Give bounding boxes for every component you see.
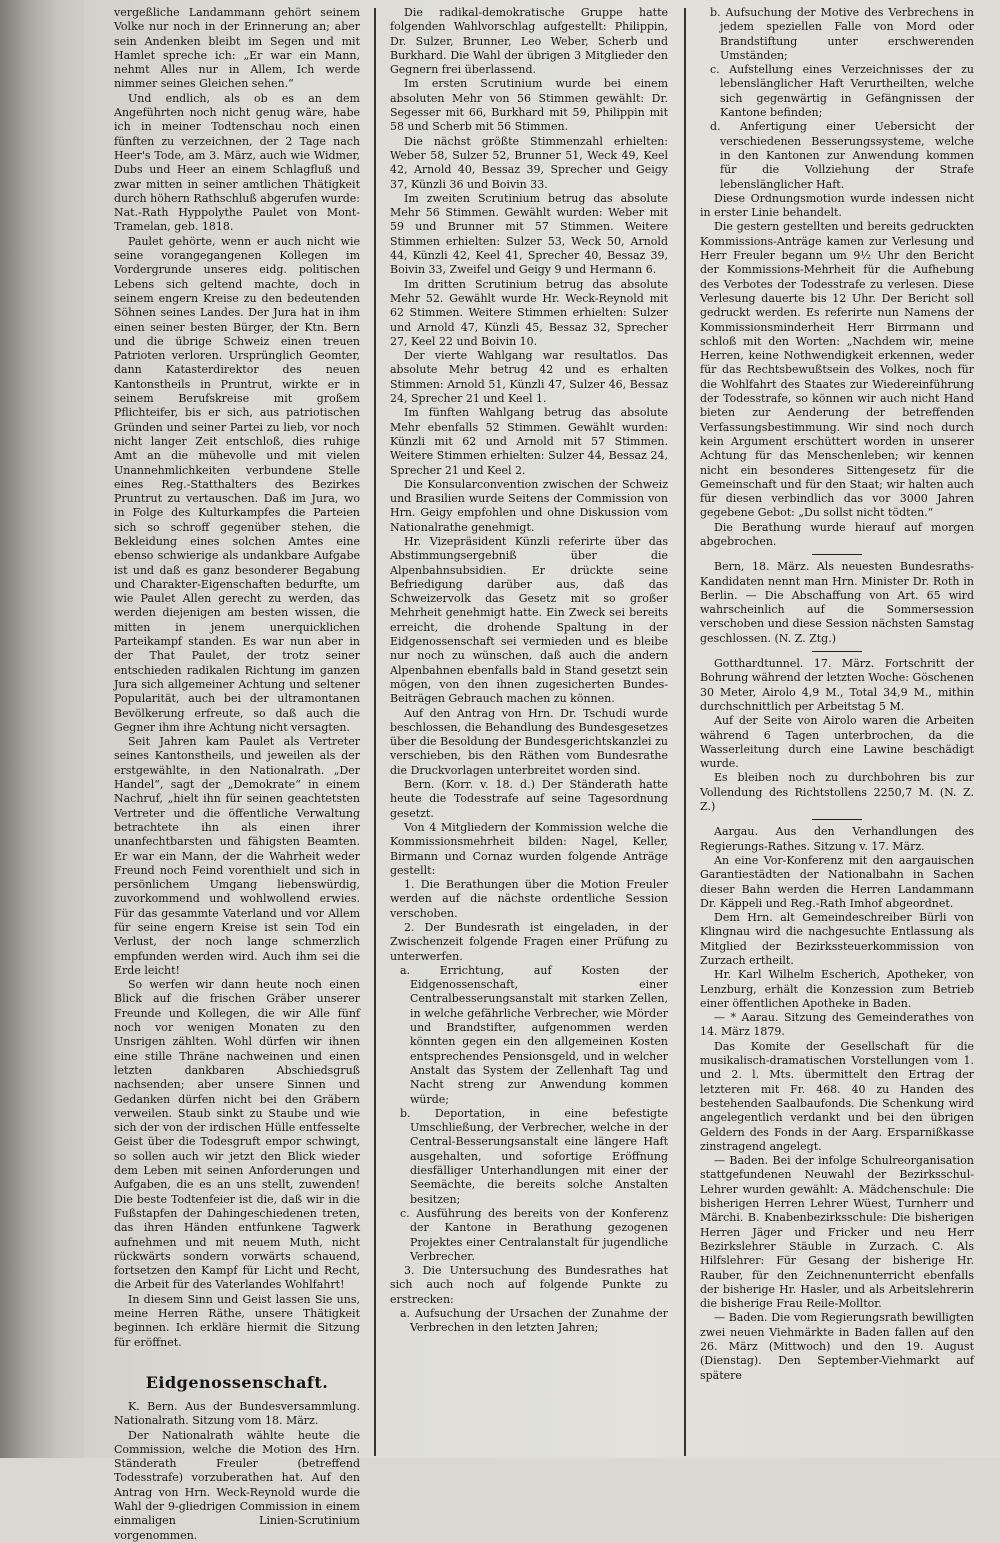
paragraph: Im dritten Scrutinium betrug das absolute Mehr 52. Gewählt wurde Hr. Weck-Reynold mit 62 Stimmen. Weitere Stimmen erhielten: Sulzer und Arnold 47, Künzli 45, Bessaz 32, Sprecher 27, Keel 22 und Boivin 10. bbox=[390, 277, 668, 348]
paragraph: — Baden. Bei der infolge Schulreorganisation stattgefundenen Neuwahl der Bezirksschul-Lehrer wurden gewählt: A. Mädchenschule: Die bisherigen Herren Lehrer Wüest, Turnherr und Märchi. B. Knabenbezirksschule: Die bisherigen Herren Jäger und Fricker und neu Herr Bezirkslehrer Stäuble in Zurzach. C. Als Hilfslehrer: Für Gesang der bisherige Hr. Rauber, für den Zeichnenunterricht ebenfalls der bisherige Hr. Hasler, und als Arbeitslehrerin die bisherige Frau Reile-Molltor. bbox=[700, 1154, 974, 1311]
paragraph: Im fünften Wahlgang betrug das absolute Mehr ebenfalls 52 Stimmen. Gewählt wurden: Künzli mit 62 und Arnold mit 57 Stimmen. Weitere Stimmen erhielten: Sulzer 44, Bessaz 24, Sprecher 21 und Keel 2. bbox=[390, 406, 668, 477]
paragraph: Im zweiten Scrutinium betrug das absolute Mehr 56 Stimmen. Gewählt wurden: Weber mit 59 und Brunner mit 57 Stimmen. Weitere Stimmen erhielten: Sulzer 53, Weck 50, Arnold 44, Künzli 42, Keel 41, Sprecher 40, Bessaz 39, Boivin 33, Zweifel und Geigy 9 und Hermann 6. bbox=[390, 191, 668, 277]
paragraph: Hr. Vizepräsident Künzli referirte über das Abstimmungsergebniß über die Alpenbahnsubsidien. Er drückte seine Befriedigung darüber aus, daß das Schweizervolk das Gesetz mit so großer Mehrheit genehmigt hatte. Ein Zweck sei bereits erreicht, die drohende Spaltung in der Eidgenossenschaft sei vermieden und es bleibe nur noch zu wünschen, daß auch die andern Alpenbahnen ebenfalls bald in Stand gesetzt sein mögen, von den ihnen zugesicherten Bundes-Beiträgen Gebrauch machen zu können. bbox=[390, 534, 668, 706]
paragraph: Der Nationalrath wählte heute die Commission, welche die Motion des Hrn. Ständerath Freuler (betreffend Todesstrafe) vorzuberathen hat. Auf den Antrag von Hrn. Weck-Reynold wurde die Wahl der 9-gliedrigen Commission in einem einmaligen Linien-Scrutinium vorgenommen. bbox=[114, 1428, 360, 1542]
paragraph: Das Komite der Gesellschaft für die musikalisch-dramatischen Vorstellungen vom 1. und 2. l. Mts. übermittelt den Ertrag der letzteren mit Fr. 468. 40 zu Handen des bestehenden Saalbaufonds. Die Schenkung wird angelegentlich verdankt und bei den übrigen Geldern des Fonds in der Aarg. Ersparnißkasse zinstragend angelegt. bbox=[700, 1039, 974, 1153]
article-header: K. Bern. Aus der Bundesversammlung. Nationalrath. Sitzung vom 18. März. bbox=[114, 1399, 360, 1428]
paragraph: Bern. (Korr. v. 18. d.) Der Ständerath hatte heute die Todesstrafe auf seine Tagesordnung gesetzt. bbox=[390, 778, 668, 820]
list-item: b. Deportation, in eine befestigte Umschließung, der Verbrecher, welche in der Central-Besserungsanstalt eine längere Haft ausgehalten, und sofortige Eröffnung diesfälliger Unterhandlungen mit einer der Seemächte, die bereits solche Anstalten besitzen; bbox=[400, 1106, 668, 1206]
list bbox=[390, 1307, 668, 1336]
paragraph: An eine Vor-Konferenz mit den aargauischen Garantiestädten der Nationalbahn in Sachen dieser Bahn werden die Herren Landammann Dr. Käppeli und Reg.-Rath Imhof abgeordnet. bbox=[700, 853, 974, 910]
paragraph: Paulet gehörte, wenn er auch nicht wie seine vorangegangenen Kollegen im Vordergrunde unseres eidg. politischen Lebens sich geltend machte, doch in seinem engern Kreise zu den bedeutenden Söhnen seines Landes. Der Jura hat in ihm einen seiner besten Bürger, der Ktn. Bern und die übrige Schweiz einen treuen Patrioten verloren. Ursprünglich Geomter, dann Katasterdirektor des neuen Kantonstheils in Pruntrut, wirkte er in seinem Berufskreise mit großem Pflichteifer, bis er sich, aus patriotischen Gründen und seiner Partei zu lieb, vor noch nicht langer Zeit entschloß, dies ruhige Amt an die mühevolle und mit vielen Unannehmlichkeiten verbundene Stelle eines Reg.-Statthalters des Bezirkes Pruntrut zu vertauschen. Daß im Jura, wo in Folge des Kulturkampfes die Parteien sich so schroff gegenüber stehen, die Bekleidung eines solchen Amtes eine ebenso schwierige als undankbare Aufgabe ist und daß es ganz besonderer Begabung und Charakter-Eigenschaften bedurfte, um wie Paulet Allen gerecht zu werden, das werden diejenigen am besten wissen, die mitten in jenem unerquicklichen Parteikampf standen. Es war nun aber in der That Paulet, der trotz seiner entschieden radikalen Richtung im ganzen Jura sich allgemeiner Achtung und seltener Popularität, auch bei der ultramontanen Bevölkerung erfreute, so daß auch die Gegner ihm ihre Achtung nicht versagten. bbox=[114, 234, 360, 734]
paragraph: 2. Der Bundesrath ist eingeladen, in der Zwischenzeit folgende Fragen einer Prüfung zu unterwerfen. bbox=[390, 921, 668, 963]
paragraph: vergeßliche Landammann gehört seinem Volke nur noch in der Erinnerung an; aber sein Andenken bleibt im Segen und mit Hamlet spreche ich: „Er war ein Mann, nehmt Alles nur in Allem, Ich werde nimmer seines Gleichen sehen.“ bbox=[114, 6, 360, 91]
paragraph: — * Aarau. Sitzung des Gemeinderathes von 14. März 1879. bbox=[700, 1011, 974, 1039]
paragraph: Im ersten Scrutinium wurde bei einem absoluten Mehr von 56 Stimmen gewählt: Dr. Segesser mit 66, Burkhard mit 59, Philippin mit 58 und Scherb mit 56 Stimmen. bbox=[390, 77, 668, 134]
list-item: a. Aufsuchung der Ursachen der Zunahme der Verbrechen in den letzten Jahren; bbox=[400, 1307, 668, 1335]
paragraph: Die nächst größte Stimmenzahl erhielten: Weber 58, Sulzer 52, Brunner 51, Weck 49, Keel 42, Arnold 40, Bessaz 39, Sprecher und Geigy 37, Künzli 36 und Boivin 33. bbox=[390, 134, 668, 191]
page-gutter bbox=[0, 0, 84, 1458]
paragraph: Aargau. Aus den Verhandlungen des Regierungs-Rathes. Sitzung v. 17. März. bbox=[700, 825, 974, 853]
paragraph: Von 4 Mitgliedern der Kommission welche die Kommissionsmehrheit bilden: Nagel, Keller, Birmann und Cornaz wurden folgende Anträge gestellt: bbox=[390, 820, 668, 877]
separator bbox=[812, 819, 862, 820]
paragraph: Der vierte Wahlgang war resultatlos. Das absolute Mehr betrug 42 und es erhalten Stimmen: Arnold 51, Künzli 47, Sulzer 46, Bessaz 24, Sprecher 21 und Keel 1. bbox=[390, 349, 668, 406]
paragraph: Die radikal-demokratische Gruppe hatte folgenden Wahlvorschlag aufgestellt: Philippin, Dr. Sulzer, Brunner, Leo Weber, Scherb und Burkhard. Die Wahl der übrigen 3 Mitglieder den Gegnern frei überlassend. bbox=[390, 6, 668, 77]
list-item: c. Ausführung des bereits von der Konferenz der Kantone in Berathung gezogenen Projektes einer Centralanstalt für jugendliche Verbrecher. bbox=[400, 1206, 668, 1263]
paragraph: Seit Jahren kam Paulet als Vertreter seines Kantonstheils, und jeweilen als der erstgewählte, in den Nationalrath. „Der Handel“, sagt der „Demokrate“ in einem Nachruf, „hielt ihn für seinen geachtetsten Vertreter und die öffentliche Verwaltung betrachtete ihn als einen ihrer unanfechtbarsten und fähigsten Beamten. Er war ein Mann, der die Wahrheit weder Freund noch Feind vorenthielt und sich in persönlichem Umgang liebenswürdig, zuvorkommend und wohlwollend erwies. Für das gesammte Vaterland und vor Allem für seine engern Kreise ist sein Tod ein Verlust, der noch lange schmerzlich empfunden werden wird. Auch ihm sei die Erde leicht! bbox=[114, 735, 360, 977]
column-1 bbox=[114, 6, 360, 1542]
separator bbox=[812, 651, 862, 652]
paragraph: Bern, 18. März. Als neuesten Bundesraths-Kandidaten nennt man Hrn. Minister Dr. Roth in Berlin. — Die Abschaffung von Art. 65 wird wahrscheinlich auf die Sommersession verschoben und diese Session nächsten Samstag geschlossen. (N. Z. Ztg.) bbox=[700, 560, 974, 645]
paragraph: Auf den Antrag von Hrn. Dr. Tschudi wurde beschlossen, die Behandlung des Bundesgesetzes über die Besoldung der Bundesgerichtskanzlei zu verschieben, bis den Räthen vom Bundesrathe die Druckvorlagen unterbreitet worden sind. bbox=[390, 706, 668, 777]
separator bbox=[812, 554, 862, 555]
list-item: a. Errichtung, auf Kosten der Eidgenossenschaft, einer Centralbesserungsanstalt mit starken Zellen, in welche gefährliche Verbrecher, wie Mörder und Brandstifter, aufgenommen werden könnten gegen ein den allgemeinen Kosten entsprechendes Pensionsgeld, und in welcher Anstalt das System der Zellenhaft Tag und Nacht streng zur Anwendung kommen würde; bbox=[400, 963, 668, 1106]
paragraph: Hr. Karl Wilhelm Escherich, Apotheker, von Lenzburg, erhält die Konzession zum Betrieb einer öffentlichen Apotheke in Baden. bbox=[700, 968, 974, 1010]
paragraph: 1. Die Berathungen über die Motion Freuler werden auf die nächste ordentliche Session verschoben. bbox=[390, 878, 668, 920]
list-item: c. Aufstellung eines Verzeichnisses der zu lebenslänglicher Haft Verurtheilten, welche sich gegenwärtig in Gefängnissen der Kantone befinden; bbox=[710, 63, 974, 120]
paragraph: Auf der Seite von Airolo waren die Arbeiten während 6 Tagen unterbrochen, da die Wasserleitung durch eine Lawine beschädigt wurde. bbox=[700, 714, 974, 771]
paragraph: Diese Ordnungsmotion wurde indessen nicht in erster Linie behandelt. bbox=[700, 191, 974, 220]
list bbox=[700, 6, 974, 192]
list bbox=[390, 964, 668, 1264]
paragraph: Dem Hrn. alt Gemeindeschreiber Bürli von Klingnau wird die nachgesuchte Entlassung als Mitglied der Bezirkssteuerkommission von Zurzach ertheilt. bbox=[700, 911, 974, 967]
paragraph: Und endlich, als ob es an dem Angeführten noch nicht genug wäre, habe ich in meiner Todtenschau noch einen fünften zu verzeichnen, der 2 Tage nach Heer's Tode, am 3. März, auch wie Widmer, Dubs und Heer an einem Schlagfluß und zwar mitten in seiner amtlichen Thätigkeit durch höhern Rathschluß abgerufen wurde: Nat.-Rath Hyppolythe Paulet von Mont-Tramelan, geb. 1818. bbox=[114, 91, 360, 234]
paragraph: In diesem Sinn und Geist lassen Sie uns, meine Herren Räthe, unsere Thätigkeit beginnen. Ich erkläre hiermit die Sitzung für eröffnet. bbox=[114, 1292, 360, 1349]
paragraph: Gotthardtunnel. 17. März. Fortschritt der Bohrung während der letzten Woche: Göschenen 30 Meter, Airolo 4,9 M., Total 34,9 M., mithin durchschnittlich per Arbeitstag 5 M. bbox=[700, 657, 974, 713]
list-item: d. Anfertigung einer Uebersicht der verschiedenen Besserungssysteme, welche in den Kantonen zur Anwendung kommen für die Vollziehung der Strafe lebenslänglicher Haft. bbox=[710, 120, 974, 191]
list-item: b. Aufsuchung der Motive des Verbrechens in jedem speziellen Falle von Mord oder Brandstiftung unter erschwerenden Umständen; bbox=[710, 6, 974, 62]
column-3 bbox=[700, 6, 974, 1456]
paragraph: Die Konsularconvention zwischen der Schweiz und Brasilien wurde Seitens der Commission von Hrn. Geigy empfohlen und ohne Diskussion vom Nationalrathe genehmigt. bbox=[390, 477, 668, 534]
column-rule bbox=[684, 8, 686, 1456]
column-rule bbox=[374, 8, 376, 1456]
paragraph: — Baden. Die vom Regierungsrath bewilligten zwei neuen Viehmärkte in Baden fallen auf den 26. März (Mittwoch) und den 19. August (Dienstag). Den September-Viehmarkt auf spätere bbox=[700, 1311, 974, 1382]
paragraph: 3. Die Untersuchung des Bundesrathes hat sich auch noch auf folgende Punkte zu erstrecken: bbox=[390, 1264, 668, 1306]
column-2 bbox=[390, 6, 668, 1456]
paragraph: Die Berathung wurde hierauf auf morgen abgebrochen. bbox=[700, 520, 974, 548]
section-heading: Eidgenossenschaft. bbox=[145, 1372, 329, 1392]
paragraph: Die gestern gestellten und bereits gedruckten Kommissions-Anträge kamen zur Verlesung und Herr Freuler begann um 9½ Uhr den Bericht der Kommissions-Mehrheit für die Aufhebung des Verbotes der Todesstrafe zu verlesen. Diese Verlesung dauerte bis 12 Uhr. Der Bericht soll gedruckt werden. Es referirte nun Namens der Kommissionsminderheit Herr Birrmann und schloß mit den Worten: „Nachdem wir, meine Herren, keine Nothwendigkeit erkennen, weder für das Rechtsbewußtsein des Volkes, noch für die Wohlfahrt des Staates zur Wiedereinführung der Todesstrafe, so können wir auch nicht Hand bieten zur Aenderung der betreffenden Verfassungsbestimmung. Wir sind noch durch kein Argument erschüttert worden in unserer Achtung für das Menschenleben; wir kennen nicht ein besonderes Sittengesetz für die Gemeinschaft und für den Staat; wir halten auch für diesen verbindlich das vor 3000 Jahren gegebene Gebot: „Du sollst nicht tödten.“ bbox=[700, 220, 974, 520]
paragraph: Es bleiben noch zu durchbohren bis zur Vollendung des Richtstollens 2250,7 M. (N. Z. Z.) bbox=[700, 771, 974, 814]
paragraph: So werfen wir dann heute noch einen Blick auf die frischen Gräber unserer Freunde und Kollegen, die wir Alle fünf noch vor wenigen Monaten zu den Unsrigen zählten. Wohl dürfen wir ihnen eine stille Thräne nachweinen und einen letzten dankbaren Abschiedsgruß nachsenden; aber unsere Sinnen und Gedanken dürfen nicht bei den Gräbern verweilen. Staub sinkt zu Staube und wie sich der von der irdischen Hülle entfesselte Geist über die Todesgruft empor schwingt, so sollen auch wir jetzt den Blick wieder dem Leben mit seinen Anforderungen und Aufgaben, die es an uns stellt, zuwenden! Die beste Todtenfeier ist die, daß wir in die Fußstapfen der Dahingeschiedenen treten, das ihren Händen entfunkene Tagwerk aufnehmen und mit neuem Muth, nicht rückwärts sondern vorwärts schauend, fortsetzen den Kampf für Licht und Recht, die Arbeit für des Vaterlandes Wohlfahrt! bbox=[114, 978, 360, 1292]
